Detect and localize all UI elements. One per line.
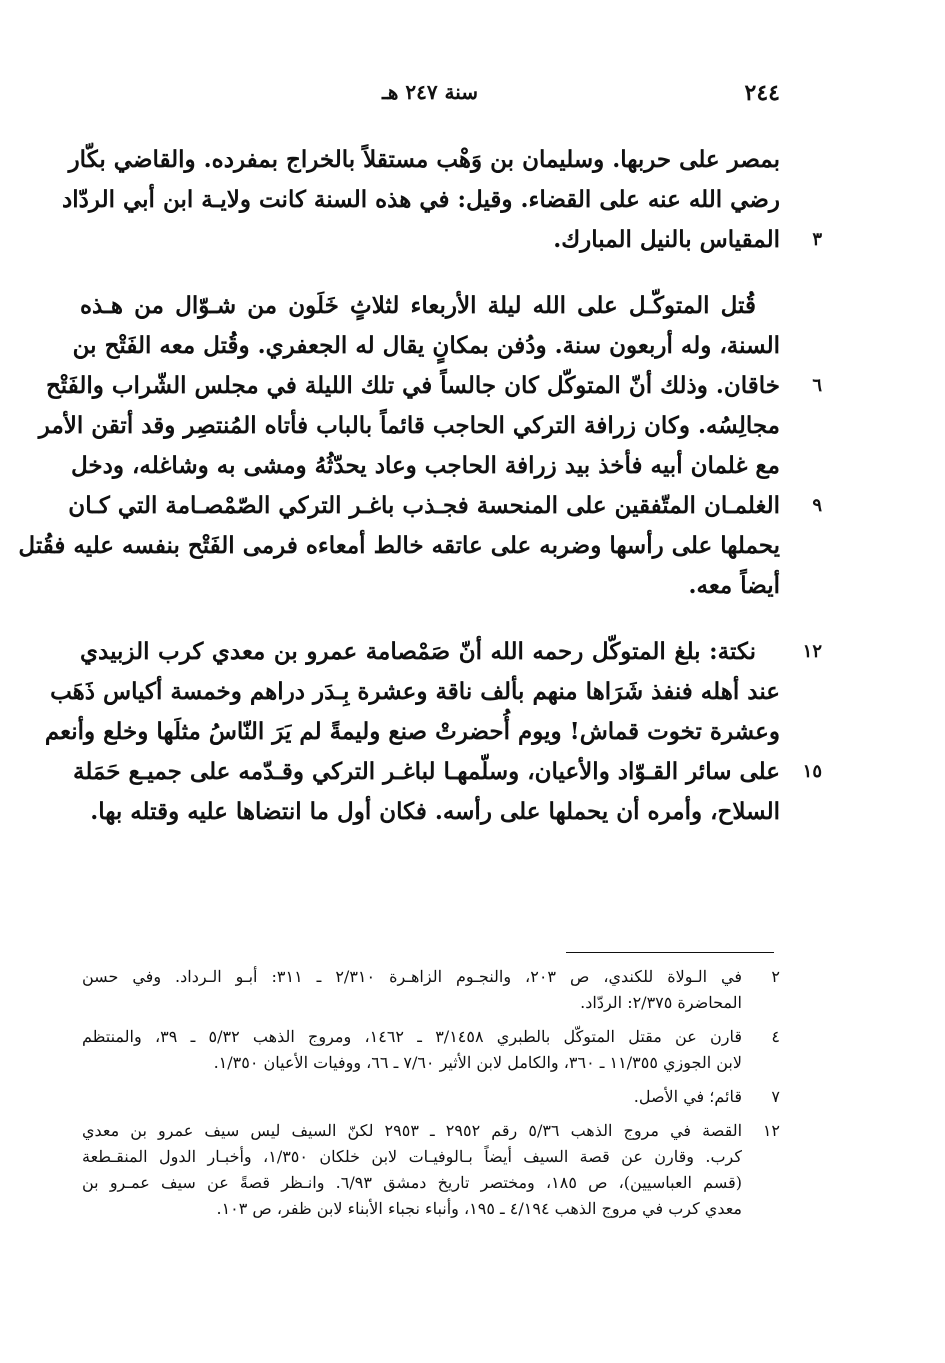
footnote bbox=[82, 1084, 780, 1110]
text-line bbox=[68, 140, 780, 180]
text-line bbox=[80, 566, 780, 606]
line-text: بمصر على حربها. وسليمان بن وَهْب مستقلاً بالخراج بمفرده. والقاضي بكّار bbox=[68, 146, 780, 173]
text-line bbox=[80, 632, 822, 672]
text-line bbox=[62, 180, 780, 220]
footnote bbox=[82, 1024, 780, 1076]
line-text: نكتة: بلغ المتوكّل رحمه الله أنّ صَمْصامة عمرو بن معدي كرب الزبيدي bbox=[80, 638, 756, 665]
footnote-line: معدي كرب في مروج الذهب ٤/١٩٤ ـ ١٩٥، وأنباء نجباء الأبناء لابن ظفر، ص ١٠٣. bbox=[216, 1199, 742, 1218]
text-line bbox=[18, 526, 780, 566]
text-line bbox=[72, 752, 822, 792]
line-number: ١٢ bbox=[802, 641, 822, 662]
line-text: على سائر القـوّاد والأعيان، وسلّمهـا لباغـر التركي وقـدّمه على جميـع حَمَلة bbox=[72, 758, 780, 785]
footnote-ref: ٢ bbox=[771, 967, 780, 986]
line-number: ٣ bbox=[812, 229, 822, 250]
paragraph bbox=[18, 286, 822, 606]
footnote bbox=[82, 964, 780, 1016]
paragraph bbox=[44, 632, 822, 832]
line-number: ١٥ bbox=[802, 761, 822, 782]
line-text: يحملها على رأسها وضربه على عاتقه خالط أمعاءه فرمى الفَتْح بنفسه عليه فقُتل bbox=[18, 532, 780, 559]
line-text: مع غلمان أبيه فأخذ بيد زرافة الحاجب وعاد يحدّثُهُ ومشى به وشاغله، ودخل bbox=[71, 452, 780, 479]
line-number: ٩ bbox=[812, 495, 822, 516]
running-head: سنة ٢٤٧ هـ bbox=[381, 80, 479, 104]
footnote-line: قارن عن مقتل المتوكّل بالطبري ٣/١٤٥٨ ـ ١٤٦٢، ومروج الذهب ٥/٣٢ ـ ٣٩، والمنتظم bbox=[82, 1027, 743, 1046]
text-line bbox=[80, 286, 780, 326]
footnote-divider bbox=[566, 952, 774, 953]
footnote-ref: ٧ bbox=[771, 1087, 780, 1106]
footnote-line: قائم؛ في الأصل. bbox=[633, 1087, 742, 1106]
line-text: رضي الله عنه على القضاء. وقيل: في هذه السنة كانت ولايـة ابن أبي الردّاد bbox=[62, 186, 780, 213]
main-text bbox=[18, 140, 822, 832]
footnote-line: في الـولاة للكندي، ص ٢٠٣، والنجـوم الزاهـرة ٢/٣١٠ ـ ٣١١: أبـو الـرداد. وفي حسن bbox=[82, 967, 743, 986]
line-text: الغلمـان المتّفقين على المنحسة فجـذب باغـر التركي الصّمْصـامة التي كـان bbox=[68, 492, 780, 519]
text-line bbox=[38, 406, 780, 446]
text-line bbox=[44, 712, 780, 752]
line-text: مجالِسُه. وكان زرافة التركي الحاجب قائماً بالباب فأتاه المُنتصِر وقد أتقن الأمر bbox=[38, 412, 780, 439]
page-number: ٢٤٤ bbox=[744, 80, 780, 106]
line-number: ٦ bbox=[812, 375, 822, 396]
text-line bbox=[80, 792, 780, 832]
footnote bbox=[82, 1118, 780, 1222]
line-text: السلاح، وأمره أن يحملها على رأسه. فكان أول ما انتضاها عليه وقتله بها. bbox=[90, 798, 780, 825]
footnote-ref: ٤ bbox=[771, 1027, 780, 1046]
line-text: عند أهله فنفذ شَرَاها منهم بألف ناقة وعشرة بِـدَر دراهم وخمسة أكياس ذَهَب bbox=[50, 678, 780, 705]
line-text: قُتل المتوكّـل على الله ليلة الأربعاء لثلاثٍ خَلَون من شـوّال من هـذه bbox=[80, 292, 756, 319]
footnote-line: لابن الجوزي ١١/٣٥٥ ـ ٣٦٠، والكامل لابن الأثير ٧/٦٠ ـ ٦٦، ووفيات الأعيان ١/٣٥٠. bbox=[213, 1053, 742, 1072]
text-line bbox=[68, 486, 822, 526]
text-line bbox=[71, 446, 780, 486]
footnote-line: القصة في مروج الذهب ٥/٣٦ رقم ٢٩٥٢ ـ ٢٩٥٣ لكنّ السيف ليس سيف عمرو بن معدي bbox=[82, 1121, 743, 1140]
footnotes bbox=[82, 964, 780, 1230]
text-line bbox=[50, 672, 780, 712]
line-text: خاقان. وذلك أنّ المتوكّل كان جالساً في تلك الليلة في مجلس الشّراب والفَتْح bbox=[45, 372, 780, 399]
footnote-line: (قسم العباسيين)، ص ١٨٥، ومختصر تاريخ دمشق ٦/٩٣. وانـظر قصةً عن سيف عمـرو بن bbox=[82, 1173, 742, 1192]
text-line bbox=[72, 326, 780, 366]
paragraph bbox=[62, 140, 822, 260]
line-text: المقياس بالنيل المبارك. bbox=[553, 226, 780, 253]
footnote-ref: ١٢ bbox=[762, 1121, 780, 1140]
line-text: أيضاً معه. bbox=[688, 572, 780, 599]
line-text: وعشرة تخوت قماش! ويوم أُحضرتْ صنع وليمةً لم يَرَ النّاسُ مثلَها وخلع وأنعم bbox=[44, 718, 780, 745]
footnote-line: المحاضرة ٢/٣٧٥: الردّاد. bbox=[580, 993, 742, 1012]
text-line bbox=[80, 220, 822, 260]
text-line bbox=[45, 366, 822, 406]
footnote-line: كرب. وقارن عن قصة السيف أيضاً بـالوفيـات لابن خلكان ١/٣٥٠، وأخبـار الدول المنقـطعة bbox=[82, 1147, 743, 1166]
page-header bbox=[80, 80, 780, 110]
line-text: السنة، وله أربعون سنة. ودُفن بمكانٍ يقال له الجعفري. وقُتل معه الفَتْح بن bbox=[72, 332, 780, 359]
